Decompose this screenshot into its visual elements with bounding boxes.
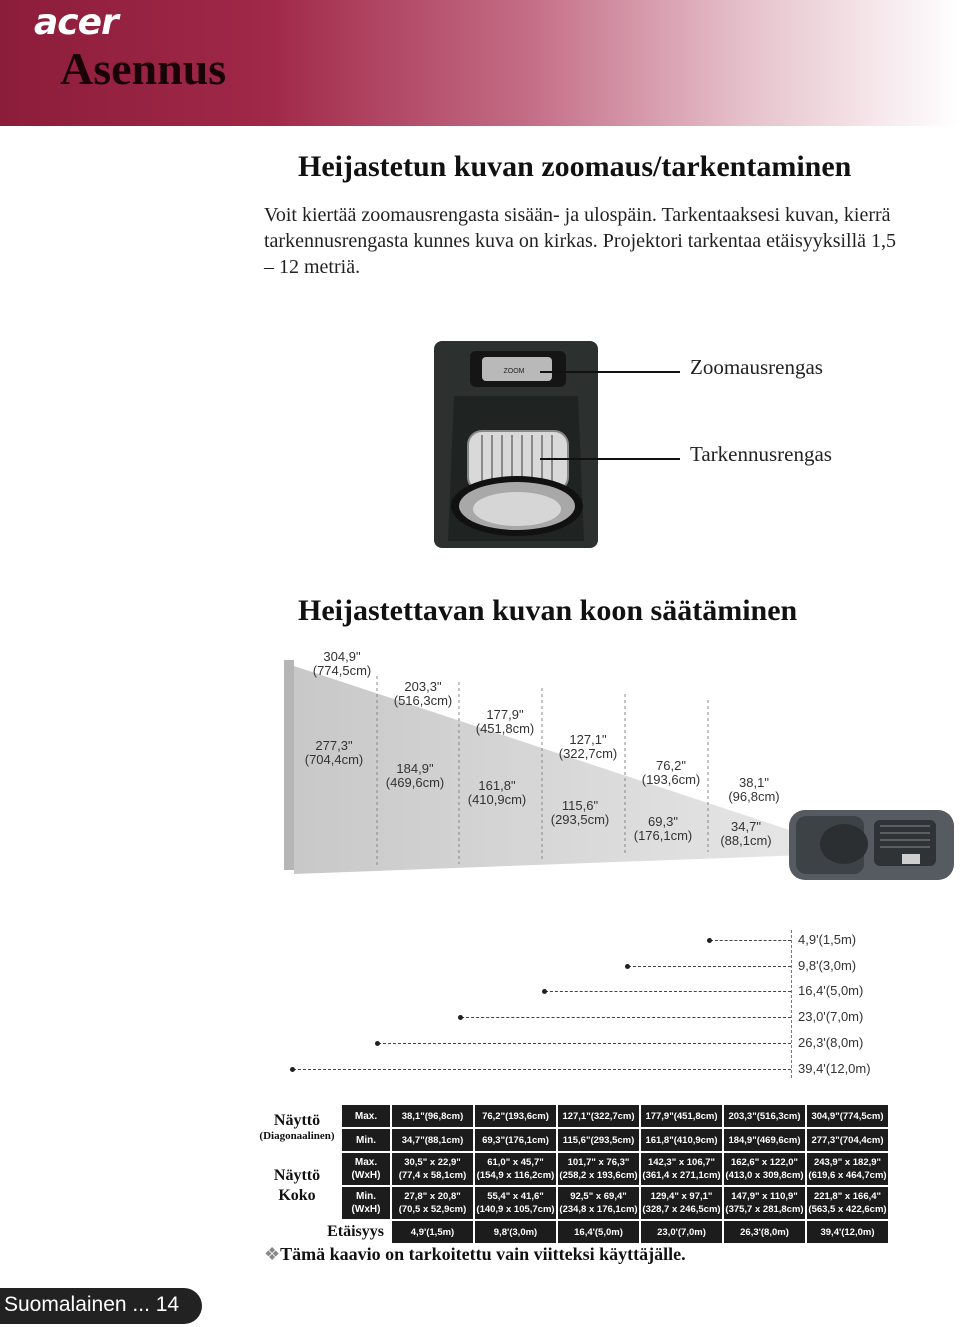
- distance-tick-line: [791, 930, 793, 1078]
- focus-leader-line: [540, 458, 680, 460]
- cell-inch: 55,4" x 41,6": [487, 1191, 544, 1202]
- size-adjust-heading: Heijastettavan kuvan koon säätäminen: [298, 594, 798, 627]
- cell-cm: (328,7 x 246,5cm): [642, 1204, 721, 1215]
- min-wxh-label: Min.(WxH): [342, 1187, 390, 1219]
- size-label-2: Koko: [278, 1187, 316, 1204]
- zoom-marking: ZOOM: [503, 368, 525, 375]
- projector-image: [789, 810, 954, 880]
- table-cell: [558, 1187, 639, 1219]
- table-cell: [392, 1187, 473, 1219]
- cell-cm: (140,9 x 105,7cm): [476, 1204, 555, 1215]
- cell-inch: 92,5" x 69,4": [570, 1191, 627, 1202]
- cell-cm: (375,7 x 281,8cm): [725, 1204, 804, 1215]
- cell-inch: 61,0" x 45,7": [487, 1157, 544, 1168]
- distance-line: [545, 991, 791, 992]
- table-cell: [641, 1153, 722, 1185]
- min-label: Min.: [342, 1129, 390, 1151]
- cell-inch: 30,5" x 22,9": [404, 1157, 461, 1168]
- table-cell: 16,4'(5,0m): [558, 1221, 639, 1243]
- cell-cm: (258,2 x 193,6cm): [559, 1170, 638, 1181]
- table-cell: 26,3'(8,0m): [724, 1221, 805, 1243]
- min-size-label: 115,6": [561, 798, 599, 813]
- page-footer: [0, 1288, 202, 1324]
- table-cell: 177,9"(451,8cm): [641, 1105, 722, 1127]
- distance-label: 16,4'(5,0m): [798, 983, 864, 998]
- distance-line: [293, 1069, 791, 1070]
- max-size-label: (451,8cm): [475, 721, 535, 736]
- cell-cm: (361,4 x 271,1cm): [642, 1170, 721, 1181]
- min-size-label: (469,6cm): [385, 775, 445, 790]
- cell-cm: (77,4 x 58,1cm): [398, 1170, 467, 1181]
- table-cell: [807, 1153, 888, 1185]
- distance-label: 23,0'(7,0m): [798, 1009, 864, 1024]
- max-label: Max.: [342, 1105, 390, 1127]
- table-cell: 161,8"(410,9cm): [641, 1129, 722, 1151]
- cell-cm: (154,9 x 116,2cm): [476, 1170, 555, 1181]
- naytto-label: Näyttö: [273, 1111, 321, 1129]
- table-cell: 39,4'(12,0m): [807, 1221, 888, 1243]
- table-cell: 203,3"(516,3cm): [724, 1105, 805, 1127]
- table-cell: 115,6"(293,5cm): [558, 1129, 639, 1151]
- max-size-label: (193,6cm): [641, 772, 701, 787]
- min-size-label: 184,9": [396, 761, 434, 776]
- cell-inch: 243,9" x 182,9": [813, 1157, 882, 1168]
- projection-screen: [284, 660, 294, 870]
- table-cell: [392, 1153, 473, 1185]
- distance-label: 4,9'(1,5m): [798, 932, 857, 947]
- table-cell: [724, 1187, 805, 1219]
- cell-inch: 142,3" x 106,7": [647, 1157, 716, 1168]
- max-size-label: (516,3cm): [393, 693, 453, 708]
- cell-cm: (413,0 x 309,8cm): [725, 1170, 804, 1181]
- table-cell: 38,1"(96,8cm): [392, 1105, 473, 1127]
- diagram-svg: [284, 648, 960, 893]
- display-size-label: [254, 1153, 340, 1219]
- min-size-label: (704,4cm): [304, 752, 364, 767]
- table-row: [254, 1153, 888, 1185]
- table-cell: 304,9"(774,5cm): [807, 1105, 888, 1127]
- distance-label: Etäisyys: [254, 1221, 390, 1243]
- cell-inch: 101,7" x 76,3": [567, 1157, 630, 1168]
- table-row: [254, 1105, 888, 1127]
- cell-cm: (234,8 x 176,1cm): [559, 1204, 638, 1215]
- distance-line: [461, 1017, 791, 1018]
- max-size-label: (96,8cm): [728, 789, 780, 804]
- table-cell: [641, 1187, 722, 1219]
- cell-inch: 147,9" x 110,9": [731, 1191, 798, 1202]
- table-cell: 184,9"(469,6cm): [724, 1129, 805, 1151]
- distance-line: [710, 940, 791, 941]
- max-size-label: 304,9": [323, 649, 361, 664]
- min-size-label: 277,3": [315, 738, 353, 753]
- table-cell: [475, 1153, 556, 1185]
- diamond-bullet-icon: ❖: [264, 1244, 281, 1264]
- table-cell: [807, 1187, 888, 1219]
- min-size-label: (293,5cm): [550, 812, 610, 827]
- zoom-focus-text: Voit kiertää zoomausrengasta sisään- ja ulospäin. Tarkentaaksesi kuvan, kierrä tarkennusrengasta kunnes kuva on kirkas. Projektori tarkentaa etäisyyksillä 1,5 – 12 metriä.: [264, 204, 897, 278]
- table-cell: [558, 1153, 639, 1185]
- cell-inch: 221,8" x 166,4": [813, 1191, 882, 1202]
- section-title: Asennus: [60, 43, 227, 94]
- table-cell: [475, 1187, 556, 1219]
- distance-label: 26,3'(8,0m): [798, 1035, 864, 1050]
- header-band: [0, 0, 960, 126]
- table-cell: 9,8'(3,0m): [475, 1221, 556, 1243]
- reference-note: [264, 1244, 686, 1265]
- max-size-label: 203,3": [404, 679, 442, 694]
- min-size-label: (410,9cm): [467, 792, 527, 807]
- cell-inch: 27,8" x 20,8": [404, 1191, 461, 1202]
- screen-size-diagram: [284, 648, 960, 893]
- zoom-focus-heading: Heijastetun kuvan zoomaus/tarkentaminen: [298, 150, 852, 183]
- min-size-label: (176,1cm): [633, 828, 693, 843]
- cell-cm: (619,6 x 464,7cm): [808, 1170, 887, 1181]
- max-size-label: (774,5cm): [312, 663, 372, 678]
- size-label-1: Näyttö: [273, 1167, 321, 1184]
- cell-cm: (563,5 x 422,6cm): [808, 1204, 887, 1215]
- min-size-label: 161,8": [478, 778, 516, 793]
- table-cell: 69,3"(176,1cm): [475, 1129, 556, 1151]
- distance-line: [378, 1043, 791, 1044]
- diagonal-label: (Diagonaalinen): [259, 1129, 335, 1142]
- projection-table: [252, 1103, 890, 1245]
- zoom-ring-label: Zoomausrengas: [690, 355, 823, 379]
- table-cell: 76,2"(193,6cm): [475, 1105, 556, 1127]
- distance-label: 39,4'(12,0m): [798, 1061, 871, 1076]
- table-cell: 277,3"(704,4cm): [807, 1129, 888, 1151]
- cell-cm: (70,5 x 52,9cm): [398, 1204, 467, 1215]
- max-size-label: (322,7cm): [558, 746, 618, 761]
- table-cell: [724, 1153, 805, 1185]
- note-text: Tämä kaavio on tarkoitettu vain viitteksi käyttäjälle.: [280, 1244, 686, 1264]
- zoom-leader-line: [540, 371, 680, 373]
- table-row: [254, 1129, 888, 1151]
- footer-text: Suomalainen ... 14: [4, 1293, 180, 1316]
- table-cell: 127,1"(322,7cm): [558, 1105, 639, 1127]
- table-cell: 4,9'(1,5m): [392, 1221, 473, 1243]
- table-row: [254, 1221, 888, 1243]
- distance-line: [628, 966, 791, 967]
- table-cell: 34,7"(88,1cm): [392, 1129, 473, 1151]
- acer-logo: acer: [34, 2, 118, 43]
- distance-label: 9,8'(3,0m): [798, 958, 857, 973]
- max-size-label: 76,2": [656, 758, 686, 773]
- cell-inch: 162,6" x 122,0": [730, 1157, 799, 1168]
- table-cell: 23,0'(7,0m): [641, 1221, 722, 1243]
- min-size-label: (88,1cm): [720, 833, 772, 848]
- table-row: [254, 1187, 888, 1219]
- max-size-label: 127,1": [569, 732, 607, 747]
- cell-inch: 129,4" x 97,1": [650, 1191, 713, 1202]
- max-size-label: 38,1": [739, 775, 769, 790]
- max-wxh-label: Max.(WxH): [342, 1153, 390, 1185]
- focus-ring-label: Tarkennusrengas: [690, 442, 832, 466]
- display-diagonal-label: [254, 1105, 340, 1151]
- max-size-label: 177,9": [486, 707, 524, 722]
- min-size-label: 34,7": [731, 819, 761, 834]
- min-size-label: 69,3": [648, 814, 678, 829]
